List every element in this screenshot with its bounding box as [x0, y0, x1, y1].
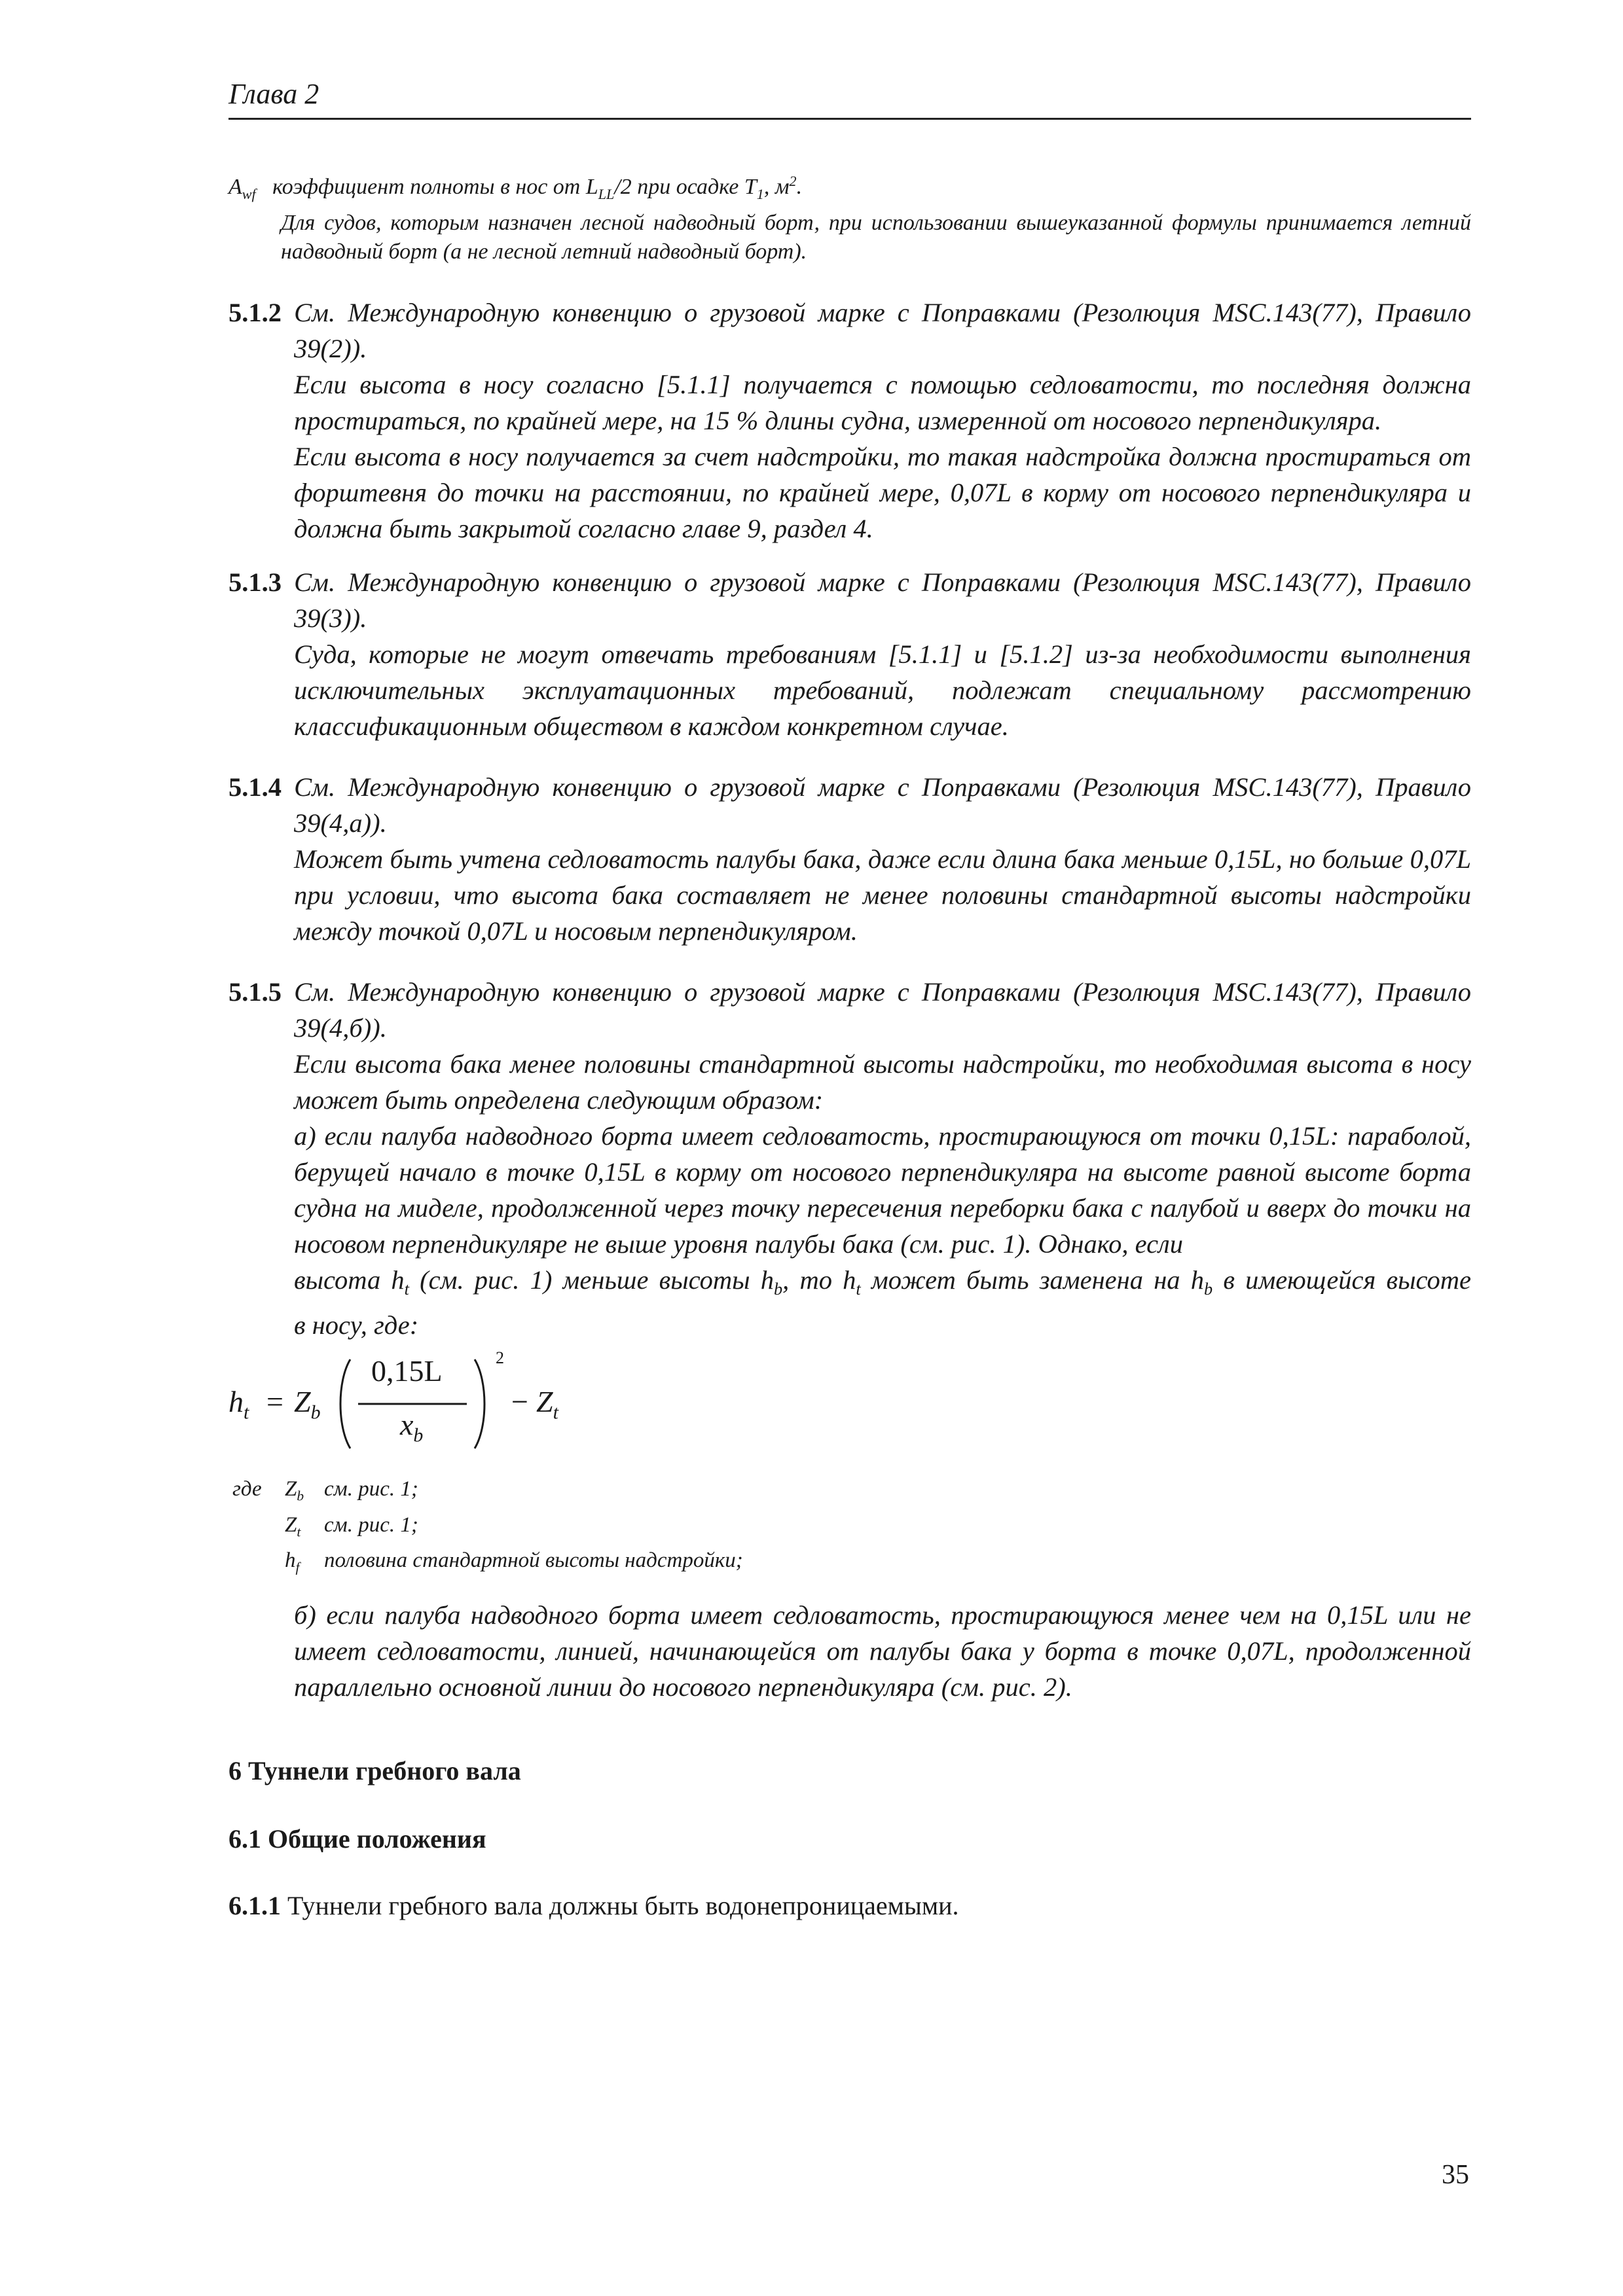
- section-paragraph-b: б) если палуба надводного борта имеет седловатость, простирающуюся менее чем на 0,15L или не имеет седловатости, линией, начинающейся от палубы бака у борта в точке 0,07L, продолженной параллельно основной линии до носового перпендикуляра (см. рис. 2).: [294, 1600, 1471, 1702]
- intro-note: Для судов, которым назначен лесной надводный борт, при использовании вышеуказанной формулы принимается летний надводный борт (а не лесной летний надводный борт).: [281, 210, 1471, 264]
- intro-definition: $A_{wf}$ коэффициент полноты в нос от $L_{LL}/2$ при осадке $T_1$, $м^2$. Для судов, которым назначен лесной надводный борт, при использовании вышеуказанной формулы принимается летний надводный борт (а не лесной летний надводный борт).: [228, 167, 1471, 266]
- section-reference: См. Международную конвенцию о грузовой марке с Поправками (Резолюция MSC.143(77), Правило 39(4,а)).: [294, 772, 1471, 838]
- section-5-1-4: [228, 769, 1471, 949]
- section-paragraph: Если высота бака менее половины стандартной высоты надстройки, то необходимая высота в носу может быть определена следующим образом:: [294, 1049, 1471, 1115]
- section-5-1-2: [228, 295, 1471, 547]
- section-paragraph: Если высота в носу согласно [5.1.1] получается с помощью седловатости, то последняя должна простираться, по крайней мере, на 15 % длины судна, измеренной от носового перпендикуляра.: [294, 370, 1471, 435]
- formula-numerator: 0,15L: [371, 1354, 443, 1388]
- formula-zb: $Z_b$: [294, 1385, 321, 1424]
- variable-definitions: [232, 1475, 743, 1582]
- chapter-title: Глава 2: [228, 78, 319, 110]
- section-paragraph: Суда, которые не могут отвечать требованиям [5.1.1] и [5.1.2] из-за необходимости выполнения исключительных эксплуатационных требований, подлежат специальному рассмотрению классификационным обществом в каждом конкретном случае.: [294, 639, 1471, 741]
- where-label: где: [232, 1477, 262, 1501]
- heading-6: 6 Туннели гребного вала: [228, 1756, 521, 1785]
- formula-minus: −: [511, 1385, 528, 1418]
- section-reference: См. Международную конвенцию о грузовой марке с Поправками (Резолюция MSC.143(77), Правило 39(3)).: [294, 567, 1471, 633]
- section-5-1-3: [228, 564, 1471, 744]
- section-paragraph-a: а) если палуба надводного борта имеет седловатость, простирающуюся от точки 0,15L: параболой, берущей начало в точке 0,15L в корму от носового перпендикуляра на высоте равной высоте борта судна на миделе, продолженной через точку пересечения переборки бака с палубой и вверх до точки на носовом перпендикуляре не выше уровня палубы бака (см. рис. 1). Однако, если: [294, 1121, 1471, 1259]
- formula-zt: $Z_t$: [536, 1385, 558, 1424]
- section-paragraph-tail: в носу, где:: [294, 1310, 419, 1340]
- formula-denominator: $x_b$: [400, 1408, 424, 1446]
- paragraph-6-1-1: 6.1.1 Туннели гребного вала должны быть водонепроницаемыми.: [228, 1891, 959, 1920]
- formula-exponent: 2: [496, 1348, 504, 1367]
- section-number: 5.1.3: [228, 567, 282, 597]
- definition-row: $Z_t$ см. рис. 1;: [285, 1513, 418, 1539]
- section-reference: См. Международную конвенцию о грузовой марке с Поправками (Резолюция MSC.143(77), Правило 39(2)).: [294, 298, 1471, 363]
- formula-ht: [228, 1348, 569, 1460]
- page-number: 35: [1442, 2160, 1469, 2190]
- section-5-1-5: [228, 974, 1471, 1343]
- section-number: 5.1.2: [228, 298, 282, 327]
- definition-row: где $Z_b$ см. рис. 1;: [232, 1475, 743, 1511]
- section-reference: См. Международную конвенцию о грузовой марке с Поправками (Резолюция MSC.143(77), Правило 39(4,б)).: [294, 977, 1471, 1043]
- heading-6-1: 6.1 Общие положения: [228, 1824, 486, 1854]
- section-number: 5.1.5: [228, 977, 282, 1007]
- formula-lhs: $h_t$: [228, 1385, 249, 1424]
- section-paragraph: Может быть учтена седловатость палубы бака, даже если длина бака меньше 0,15L, но больше 0,07L при условии, что высота бака составляет не менее половины стандартной высоты надстройки между точкой 0,07L и носовым перпендикуляром.: [294, 844, 1471, 946]
- section-number: 5.1.4: [228, 772, 282, 802]
- awf-symbol: A: [228, 175, 242, 200]
- formula-equals: =: [266, 1385, 283, 1418]
- section-paragraph: Если высота в носу получается за счет надстройки, то такая надстройка должна простираться от форштевня до точки на расстоянии, по крайней мере, 0,07L в корму от носового перпендикуляра и должна быть закрытой согласно главе 9, раздел 4.: [294, 442, 1471, 543]
- definition-row: $h_f$ половина стандартной высоты надстройки;: [285, 1549, 743, 1575]
- section-paragraph-a-last-line: высота $h_t$ (см. рис. 1) меньше высоты $h_b$, то $h_t$ может быть заменена на $h_b$ в имеющейся высоте: [294, 1265, 1471, 1299]
- page-header: [228, 77, 1471, 120]
